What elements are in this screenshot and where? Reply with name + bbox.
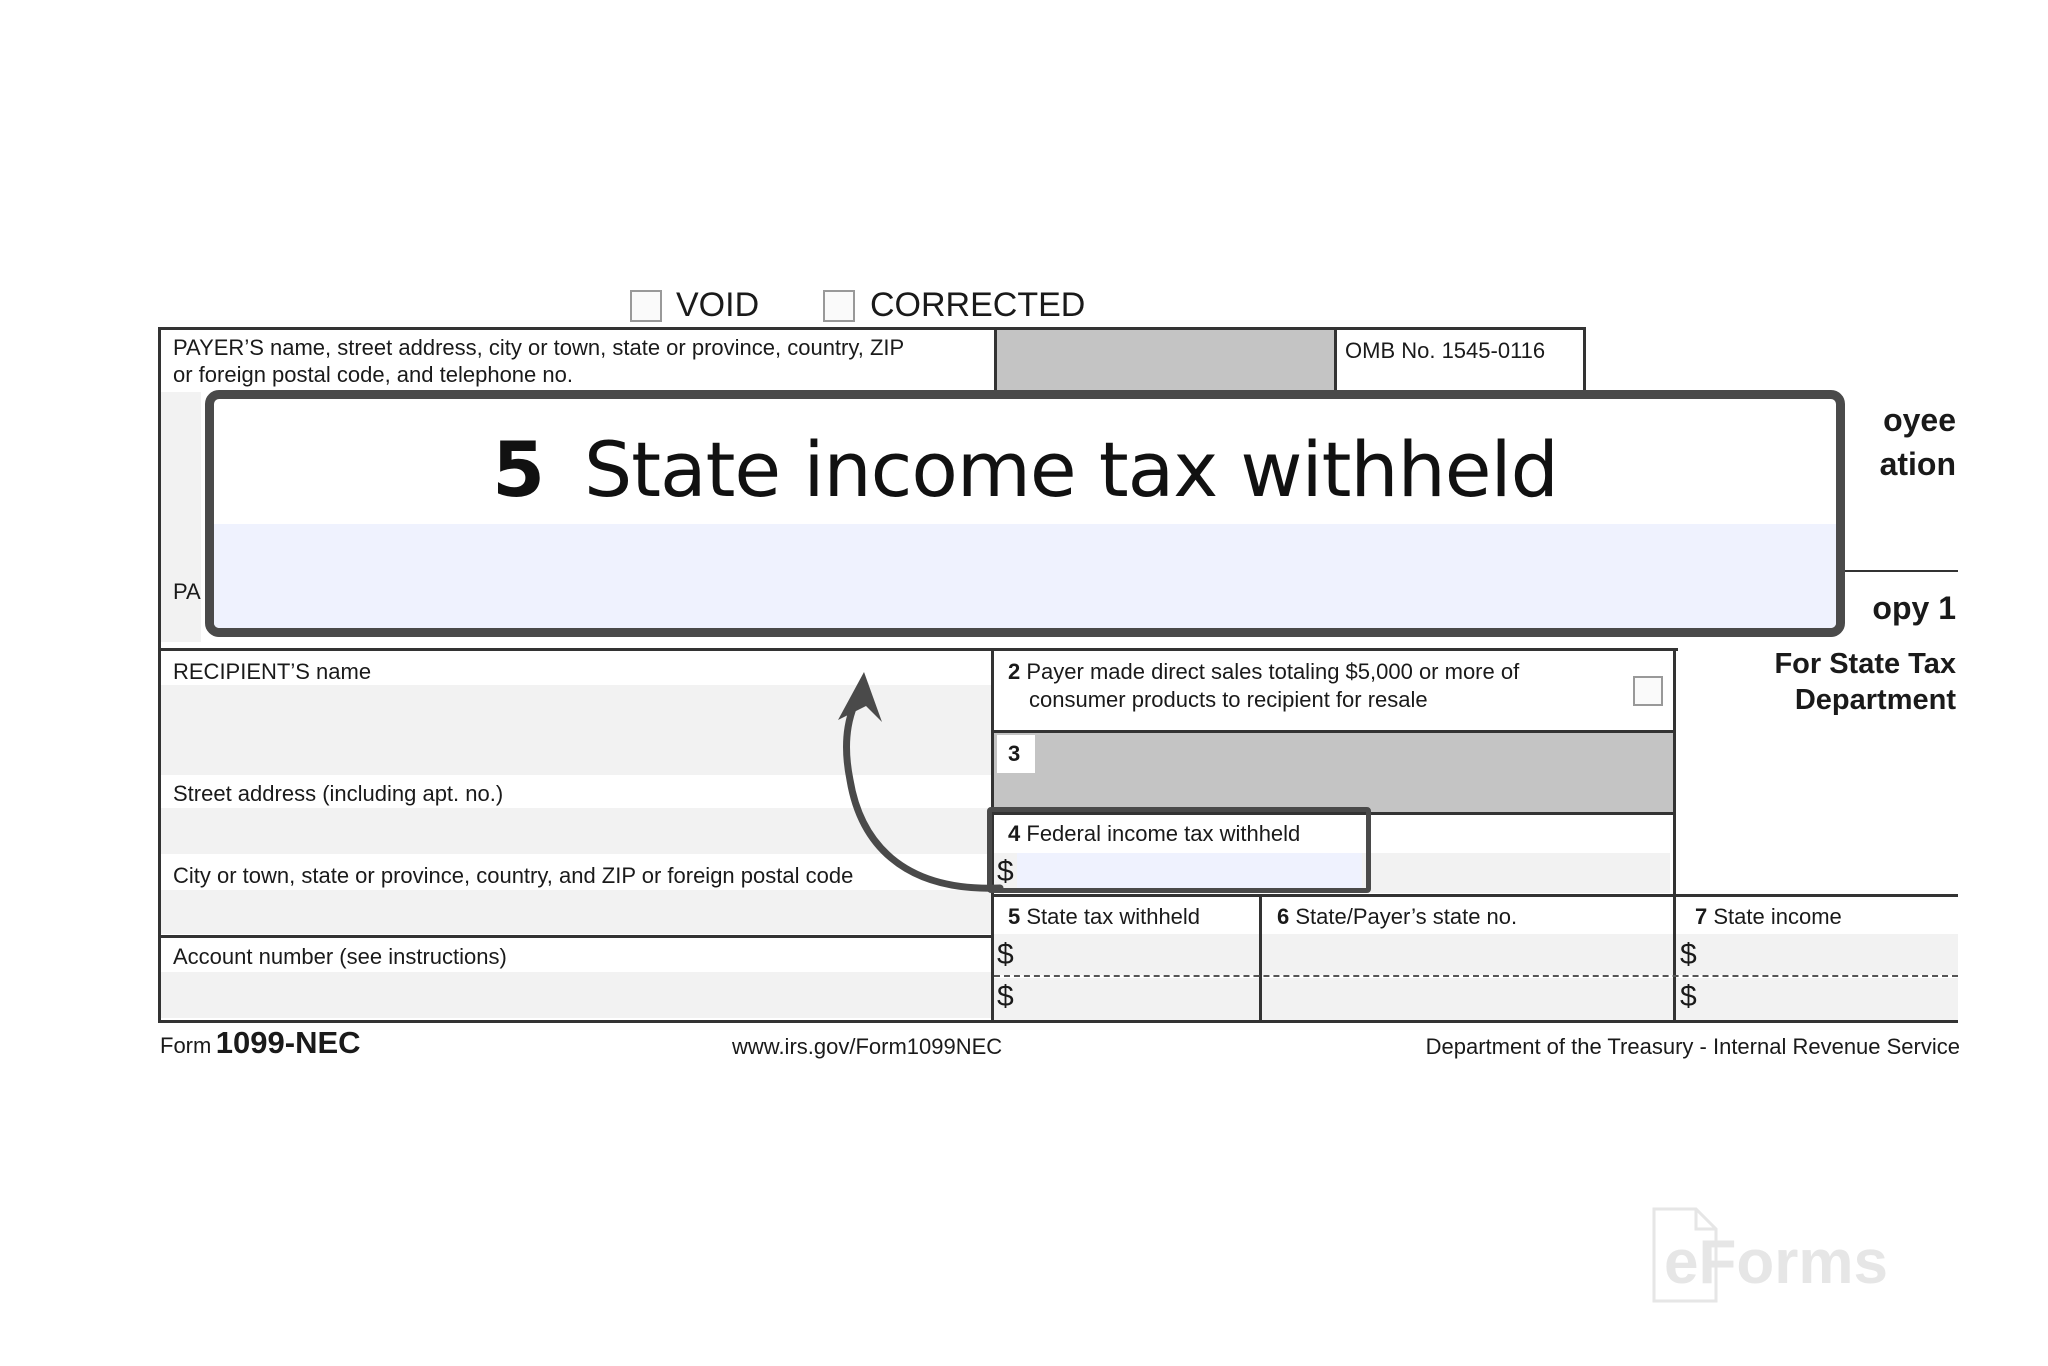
box4-number: 4 [1008, 821, 1021, 846]
box7-text: State income [1713, 904, 1842, 929]
arrow-curve [846, 685, 1000, 888]
corrected-label: CORRECTED [870, 286, 1086, 324]
recipient-name-label: RECIPIENT’S name [173, 659, 372, 684]
box6-text: State/Payer’s state no. [1295, 904, 1518, 929]
box3-number: 3 [1008, 741, 1021, 766]
box5-text: State tax withheld [1026, 904, 1201, 929]
box2-text-line1: Payer made direct sales totaling $5,000 or more of [1026, 659, 1520, 684]
omb-number: OMB No. 1545-0116 [1345, 338, 1546, 363]
employee-partial: oyee [1883, 402, 1956, 438]
form-url[interactable]: www.irs.gov/Form1099NEC [732, 1034, 1003, 1059]
box5-number: 5 [1008, 904, 1021, 929]
arrow-head [838, 672, 882, 722]
eforms-watermark [1650, 1205, 1960, 1305]
box5-dollar-1: $ [997, 938, 1014, 971]
void-label: VOID [676, 286, 760, 324]
street-address-label: Street address (including apt. no.) [173, 781, 504, 806]
compensation-partial: ation [1879, 446, 1956, 482]
payer-name-label: PAYER’S name, street address, city or town, state or province, country, ZIP [173, 335, 905, 360]
callout-text: State income tax withheld [584, 425, 1558, 514]
payer-name-label-line2: or foreign postal code, and telephone no. [173, 362, 573, 387]
copy-partial: opy 1 [1872, 590, 1956, 626]
state-tax-line1: For State Tax [1774, 648, 1956, 680]
payer-tin-label: PA [173, 579, 201, 604]
box6-number: 6 [1277, 904, 1290, 929]
department-text: Department of the Treasury - Internal Revenue Service [1425, 1034, 1960, 1059]
form-number: 1099-NEC [215, 1025, 361, 1060]
account-number-label: Account number (see instructions) [173, 944, 507, 969]
city-label: City or town, state or province, country, and ZIP or foreign postal code [173, 863, 854, 888]
box4-text: Federal income tax withheld [1026, 821, 1301, 846]
box2-text-line2: consumer products to recipient for resale [1029, 687, 1428, 712]
form-word: Form [160, 1033, 212, 1058]
box7-dollar-1: $ [1680, 938, 1697, 971]
state-tax-line2: Department [1794, 684, 1956, 716]
callout-number: 5 [492, 425, 544, 514]
box7-number: 7 [1695, 904, 1708, 929]
box7-dollar-2: $ [1680, 980, 1697, 1013]
box4-dollar: $ [997, 855, 1014, 888]
watermark-text: eForms [1664, 1228, 1888, 1297]
box2-number: 2 [1008, 659, 1021, 684]
box5-dollar-2: $ [997, 980, 1014, 1013]
